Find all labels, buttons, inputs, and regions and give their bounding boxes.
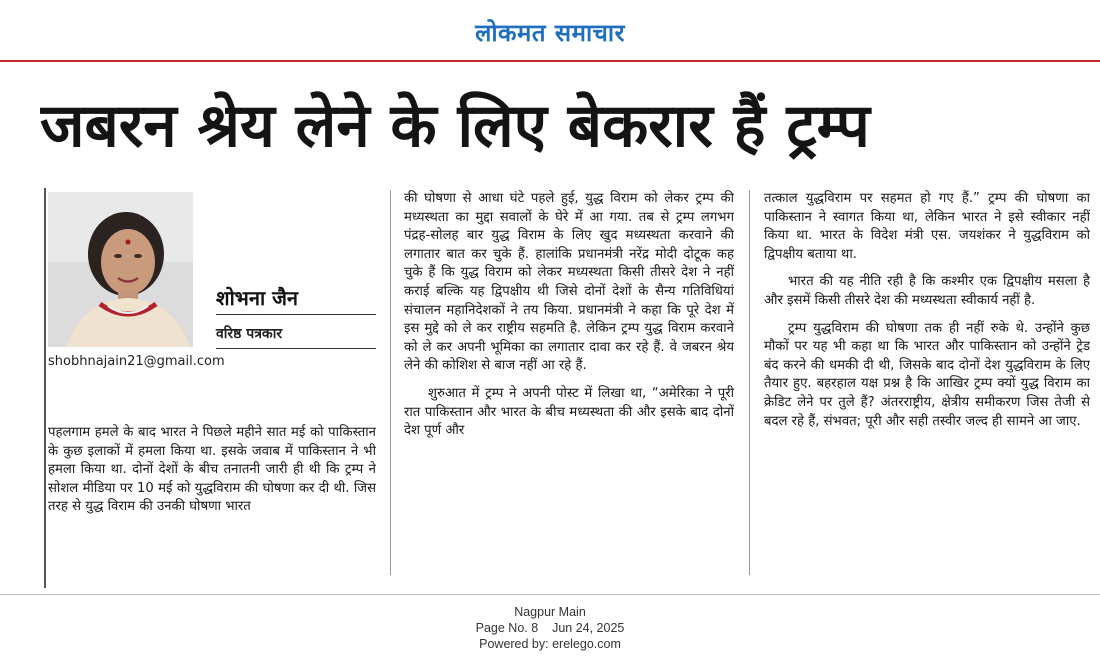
author-name-rule [216, 314, 376, 315]
publish-date: Jun 24, 2025 [552, 621, 625, 635]
page-footer [0, 604, 1100, 652]
footer-rule [0, 594, 1100, 595]
newspaper-logo: लोकमत समाचार [475, 19, 625, 47]
column-divider [390, 190, 391, 575]
edition-name: Nagpur Main [514, 605, 586, 619]
article-column-3 [764, 190, 1090, 580]
author-email: shobhnajain21@gmail.com [48, 354, 225, 369]
paragraph: की घोषणा से आधा घंटे पहले हुई, युद्ध विराम को लेकर ट्रम्प की मध्यस्थता का मुद्दा सवालों के घेरे में आ गया. तब से ट्रम्प लगभग पंद्रह-सोलह बार युद्ध विराम के लिए खुद मध्यस्थता करवाने की लगातार बात कर चुके हैं. हालांकि प्रधानमंत्री नरेंद्र मोदी दोटूक कह चुके हैं कि युद्ध विराम को लेकर मध्यस्थता किसी तीसरे देश ने नहीं कराई बल्कि यह द्विपक्षीय थी जिसे दोनों देशों के सैन्य गतिविधियां संचालन महानिदेशकों ने तय किया. प्रधानमंत्री ने कहा कि पूरे देश में इस मुद्दे को ले कर राष्ट्रीय सहमति है. लेकिन ट्रम्प युद्ध विराम करवाने को ले कर अपनी भूमिका का लगातार दावा कर रहे हैं. वे जबरन श्रेय लेने की कोशिश से बाज नहीं आ रहे हैं. [404, 191, 734, 374]
paragraph: पहलगाम हमले के बाद भारत ने पिछले महीने सात मई को पाकिस्तान के कुछ इलाकों में हमला किया था. इसके जवाब में पाकिस्तान ने भी हमला किया था. दोनों देशों के बीच तनातनी जारी ही थी कि ट्रम्प ने सोशल मीडिया पर 10 मई को युद्धविराम की घोषणा कर दी थी. जिस तरह से युद्ध विराम की उनकी घोषणा भारत [48, 425, 376, 515]
powered-by: Powered by: erelego.com [479, 637, 621, 651]
author-designation-rule [216, 348, 376, 349]
author-portrait-icon [48, 192, 193, 347]
page-number: Page No. 8 [475, 621, 539, 635]
masthead-rule [0, 60, 1100, 62]
page-info [0, 620, 1100, 636]
article-column-1 [48, 424, 376, 572]
article-column-2 [404, 190, 734, 580]
paragraph: भारत की यह नीति रही है कि कश्मीर एक द्विपक्षीय मसला है और इसमें किसी तीसरे देश की मध्यस्थता स्वीकार्य नहीं है. [764, 274, 1090, 308]
author-photo [48, 192, 193, 347]
article-left-rule [44, 188, 46, 588]
author-block [48, 192, 378, 372]
column-divider [749, 190, 750, 575]
masthead [0, 0, 1100, 62]
article-headline: जबरन श्रेय लेने के लिए बेकरार हैं ट्रम्प [40, 91, 870, 161]
paragraph: तत्काल युद्धविराम पर सहमत हो गए हैं.” ट्रम्प की घोषणा का पाकिस्तान ने स्वागत किया था, लेकिन भारत ने इसे स्वीकार नहीं किया था. भारत के विदेश मंत्री एस. जयशंकर ने युद्धविराम को द्विपक्षीय बताया था. [764, 191, 1090, 262]
author-designation: वरिष्ठ पत्रकार [216, 326, 283, 342]
paragraph: शुरुआत में ट्रम्प ने अपनी पोस्ट में लिखा था, “अमेरिका ने पूरी रात पाकिस्तान और भारत के बीच मध्यस्थता की और इसके बाद दोनों देश पूर्ण और [404, 385, 734, 439]
paragraph: ट्रम्प युद्धविराम की घोषणा तक ही नहीं रुके थे. उन्होंने कुछ मौकों पर यह भी कहा था कि भारत और पाकिस्तान को उन्होंने ट्रेड बंद करने की धमकी दी थी, जिसके बाद दोनों देश युद्धविराम के लिए तैयार हुए. बहरहाल यक्ष प्रश्न है कि आखिर ट्रम्प क्यों युद्ध विराम का क्रेडिट लेने पर तुले हैं? अंतरराष्ट्रीय, क्षेत्रीय समीकरण जिस तेजी से बदल रहे हैं, संभवत; पूरी और सही तस्वीर जल्द ही सामने आ जाए. [764, 320, 1090, 429]
author-name: शोभना जैन [216, 286, 299, 310]
